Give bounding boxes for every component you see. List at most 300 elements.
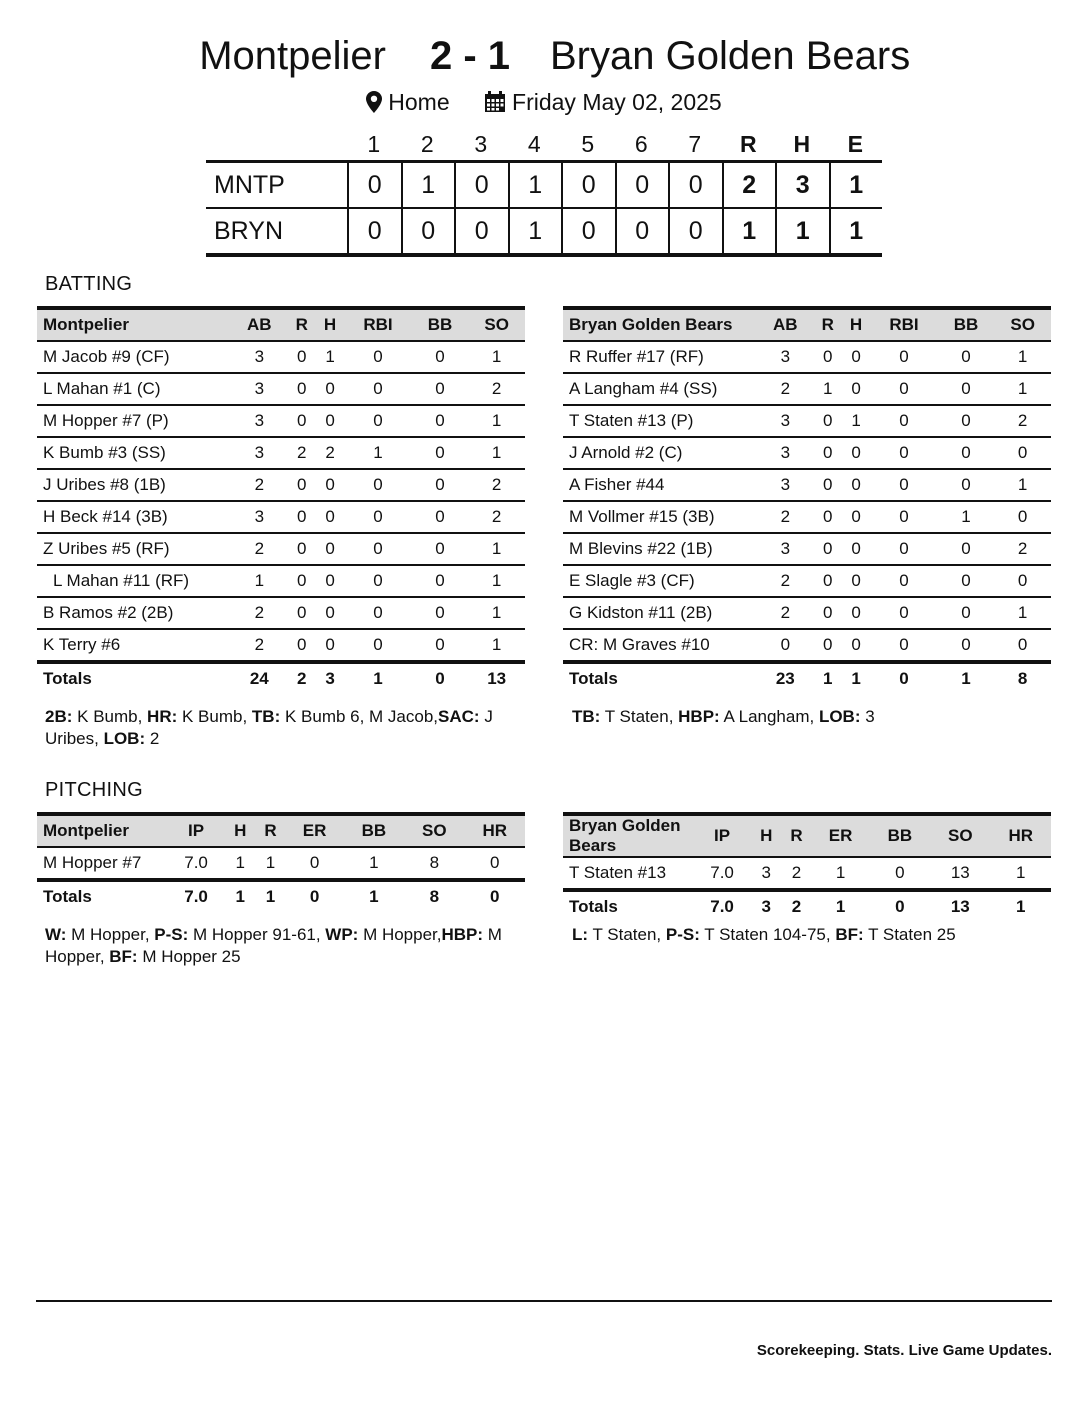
note-key: HBP:: [678, 707, 720, 726]
hits-total: 3: [775, 163, 829, 207]
total-cell: 1: [255, 880, 285, 912]
note-key: P-S:: [154, 925, 189, 944]
stat-cell: 0: [316, 373, 344, 405]
stat-cell: 0: [938, 437, 995, 469]
stat-cell: 1: [991, 857, 1051, 890]
table-row: [563, 373, 1051, 405]
stat-cell: 0: [842, 565, 870, 597]
divider: [206, 254, 882, 257]
stat-cell: 0: [938, 373, 995, 405]
stat-cell: 3: [231, 501, 288, 533]
column-header: IP: [167, 814, 225, 847]
table-row: [37, 373, 525, 405]
batting-notes-away: [45, 706, 515, 750]
stat-cell: 3: [757, 469, 814, 501]
player-name: A Langham #4 (SS): [563, 373, 757, 405]
stat-cell: 0: [412, 533, 469, 565]
stat-cell: 0: [412, 437, 469, 469]
team-abbrev: BRYN: [214, 216, 284, 245]
stat-cell: 0: [994, 501, 1051, 533]
note-value: K Bumb,: [72, 707, 148, 726]
stat-cell: 0: [814, 629, 842, 662]
stat-cell: 0: [814, 437, 842, 469]
table-row: [563, 857, 1051, 890]
note-value: J Uribes,: [45, 707, 493, 748]
column-header: HR: [991, 814, 1051, 857]
table-team-header: Bryan Golden Bears: [563, 308, 757, 341]
stat-cell: 1: [994, 341, 1051, 373]
player-name: T Staten #13 (P): [563, 405, 757, 437]
total-cell: 1: [344, 662, 412, 694]
away-team-name: Montpelier: [199, 34, 386, 78]
stat-cell: 0: [938, 341, 995, 373]
inning-label: 2: [420, 130, 434, 157]
note-value: M Hopper 91-61,: [188, 925, 326, 944]
hits-total: 1: [775, 209, 829, 253]
footer-divider: [36, 1300, 1052, 1302]
stat-cell: 0: [412, 597, 469, 629]
date-text: Friday May 02, 2025: [512, 89, 722, 115]
column-header: HR: [465, 814, 525, 847]
stat-cell: 0: [344, 405, 412, 437]
home-team-name: Bryan Golden Bears: [550, 34, 911, 78]
pitching-notes-away: [45, 924, 515, 968]
inning-score: 1: [508, 163, 562, 207]
total-cell: 0: [465, 880, 525, 912]
inning-score: 0: [347, 163, 401, 207]
errors-total: 1: [829, 209, 883, 253]
stat-cell: 1: [225, 847, 255, 880]
column-header: SO: [994, 308, 1051, 341]
stat-cell: 0: [938, 469, 995, 501]
player-name: K Bumb #3 (SS): [37, 437, 231, 469]
stat-cell: 1: [344, 437, 412, 469]
column-header: H: [751, 814, 781, 857]
column-header: AB: [231, 308, 288, 341]
inning-score: 0: [347, 209, 401, 253]
pitching-table-home: [563, 812, 1051, 922]
stat-cell: 0: [412, 405, 469, 437]
stat-cell: 0: [870, 373, 938, 405]
errors-total: 1: [829, 163, 883, 207]
total-cell: 2: [288, 662, 316, 694]
stat-cell: 0: [288, 629, 316, 662]
table-team-header: Montpelier: [37, 308, 231, 341]
column-header: R: [288, 308, 316, 341]
stat-cell: 2: [231, 597, 288, 629]
stat-cell: 0: [842, 373, 870, 405]
stat-cell: 0: [288, 597, 316, 629]
stat-cell: 2: [316, 437, 344, 469]
column-header: R: [781, 814, 811, 857]
note-key: WP:: [325, 925, 359, 944]
stat-cell: 3: [757, 405, 814, 437]
stat-cell: 0: [870, 533, 938, 565]
note-key: BF:: [109, 947, 138, 966]
stat-cell: 0: [316, 405, 344, 437]
date-chip: [484, 86, 722, 118]
player-name: B Ramos #2 (2B): [37, 597, 231, 629]
column-header: BB: [344, 814, 404, 847]
inning-score: 0: [561, 209, 615, 253]
column-header: ER: [812, 814, 870, 857]
stat-cell: 3: [757, 437, 814, 469]
stat-cell: 1: [468, 341, 525, 373]
inning-score: 0: [615, 163, 669, 207]
stat-cell: 0: [842, 597, 870, 629]
totals-row: [37, 662, 525, 694]
batting-table-home: [563, 306, 1051, 694]
stat-cell: 0: [994, 565, 1051, 597]
note-value: T Staten,: [588, 925, 666, 944]
note-key: SAC:: [438, 707, 480, 726]
stat-cell: 0: [938, 405, 995, 437]
inning-score: 0: [454, 163, 508, 207]
table-row: [563, 437, 1051, 469]
column-header: SO: [468, 308, 525, 341]
total-cell: 1: [344, 880, 404, 912]
stat-cell: 2: [468, 469, 525, 501]
stat-cell: 0: [994, 629, 1051, 662]
batting-section-title: BATTING: [45, 273, 133, 295]
stat-cell: 0: [465, 847, 525, 880]
inning-label: 3: [474, 130, 488, 157]
stat-cell: 0: [870, 629, 938, 662]
player-name: T Staten #13: [563, 857, 693, 890]
player-name: M Hopper #7: [37, 847, 167, 880]
stat-cell: 0: [344, 469, 412, 501]
player-name: E Slagle #3 (CF): [563, 565, 757, 597]
note-key: LOB:: [103, 729, 146, 748]
stat-cell: 0: [842, 533, 870, 565]
note-key: LOB:: [818, 707, 861, 726]
total-cell: 7.0: [693, 890, 751, 922]
total-cell: 2: [781, 890, 811, 922]
stat-cell: 1: [468, 597, 525, 629]
column-header: SO: [930, 814, 990, 857]
column-header: R: [255, 814, 285, 847]
batting-notes-home: [572, 706, 1042, 728]
stat-cell: 0: [344, 597, 412, 629]
stat-cell: 0: [344, 373, 412, 405]
note-key: 2B:: [45, 707, 73, 726]
stat-cell: 1: [231, 565, 288, 597]
table-row: [37, 533, 525, 565]
stat-cell: 3: [757, 341, 814, 373]
stat-cell: 0: [286, 847, 344, 880]
note-value: M Hopper,: [45, 925, 502, 966]
total-cell: 0: [870, 662, 938, 694]
stat-cell: 3: [751, 857, 781, 890]
player-name: R Ruffer #17 (RF): [563, 341, 757, 373]
table-team-header: Bryan Golden Bears: [563, 814, 693, 857]
column-header: RBI: [344, 308, 412, 341]
stat-cell: 0: [316, 629, 344, 662]
player-name: K Terry #6: [37, 629, 231, 662]
stat-cell: 2: [757, 501, 814, 533]
stat-cell: 1: [468, 405, 525, 437]
table-row: [563, 341, 1051, 373]
stat-cell: 1: [468, 437, 525, 469]
total-cell: 8: [994, 662, 1051, 694]
total-cell: 1: [991, 890, 1051, 922]
inning-score: 0: [615, 209, 669, 253]
table-row: [563, 629, 1051, 662]
table-row: [37, 629, 525, 662]
pitching-section-title: PITCHING: [45, 779, 143, 801]
total-cell: 3: [316, 662, 344, 694]
stat-cell: 0: [814, 469, 842, 501]
player-name: M Blevins #22 (1B): [563, 533, 757, 565]
totals-label: Totals: [37, 662, 231, 694]
note-value: T Staten,: [600, 707, 679, 726]
table-row: [37, 565, 525, 597]
stat-cell: 2: [468, 373, 525, 405]
note-value: T Staten 104-75,: [699, 925, 836, 944]
location-chip: [366, 86, 449, 118]
column-header: IP: [693, 814, 751, 857]
stat-cell: 0: [316, 533, 344, 565]
stat-cell: 3: [231, 373, 288, 405]
note-key: L:: [572, 925, 589, 944]
totals-label: Totals: [37, 880, 167, 912]
note-value: M Hopper,: [66, 925, 155, 944]
table-row: [563, 405, 1051, 437]
table-row: [37, 405, 525, 437]
player-name: A Fisher #44: [563, 469, 757, 501]
table-row: [37, 847, 525, 880]
total-cell: 1: [938, 662, 995, 694]
stat-cell: 0: [842, 501, 870, 533]
total-cell: 3: [751, 890, 781, 922]
table-row: [37, 437, 525, 469]
total-cell: 23: [757, 662, 814, 694]
stat-cell: 1: [994, 373, 1051, 405]
batting-table-away: [37, 306, 525, 694]
note-value: 2: [145, 729, 160, 748]
stat-cell: 2: [231, 629, 288, 662]
stat-cell: 1: [468, 629, 525, 662]
table-row: [37, 469, 525, 501]
note-key: BF:: [835, 925, 864, 944]
player-name: J Uribes #8 (1B): [37, 469, 231, 501]
total-cell: 13: [468, 662, 525, 694]
errors-label: E: [847, 130, 863, 157]
total-cell: 1: [814, 662, 842, 694]
totals-label: Totals: [563, 890, 693, 922]
player-name: L Mahan #11 (RF): [37, 565, 231, 597]
final-score: 2 - 1: [430, 34, 511, 78]
game-info: [0, 86, 1088, 118]
note-key: TB:: [572, 707, 601, 726]
note-value: M Hopper 25: [137, 947, 241, 966]
stat-cell: 0: [412, 629, 469, 662]
stat-cell: 1: [468, 565, 525, 597]
stat-cell: 0: [412, 341, 469, 373]
totals-row: [563, 662, 1051, 694]
stat-cell: 0: [288, 565, 316, 597]
location-text: Home: [388, 89, 450, 115]
note-key: P-S:: [665, 925, 700, 944]
stat-cell: 1: [938, 501, 995, 533]
column-header: BB: [938, 308, 995, 341]
player-name: CR: M Graves #10: [563, 629, 757, 662]
stat-cell: 13: [930, 857, 990, 890]
player-name: G Kidston #11 (2B): [563, 597, 757, 629]
total-cell: 0: [286, 880, 344, 912]
stat-cell: 1: [842, 405, 870, 437]
note-key: HR:: [147, 707, 178, 726]
stat-cell: 0: [757, 629, 814, 662]
calendar-icon: [484, 91, 506, 113]
inning-score: 1: [401, 163, 455, 207]
player-name: L Mahan #1 (C): [37, 373, 231, 405]
stat-cell: 0: [938, 533, 995, 565]
stat-cell: 7.0: [167, 847, 225, 880]
note-value: K Bumb,: [177, 707, 252, 726]
stat-cell: 2: [757, 597, 814, 629]
runs-label: R: [739, 130, 757, 157]
stat-cell: 0: [814, 533, 842, 565]
stat-cell: 0: [288, 469, 316, 501]
stat-cell: 0: [344, 341, 412, 373]
column-header: SO: [404, 814, 464, 847]
note-key: HBP:: [441, 925, 484, 944]
inning-score: 0: [668, 163, 722, 207]
stat-cell: 7.0: [693, 857, 751, 890]
stat-cell: 0: [842, 469, 870, 501]
total-cell: 1: [842, 662, 870, 694]
total-cell: 8: [404, 880, 464, 912]
stat-cell: 0: [288, 533, 316, 565]
stat-cell: 0: [870, 565, 938, 597]
stat-cell: 1: [814, 373, 842, 405]
line-score: [206, 128, 882, 257]
stat-cell: 0: [814, 341, 842, 373]
stat-cell: 2: [781, 857, 811, 890]
total-cell: 24: [231, 662, 288, 694]
stat-cell: 0: [842, 629, 870, 662]
stat-cell: 0: [994, 437, 1051, 469]
column-header: H: [842, 308, 870, 341]
inning-score: 0: [401, 209, 455, 253]
inning-score: 0: [454, 209, 508, 253]
stat-cell: 0: [344, 533, 412, 565]
totals-label: Totals: [563, 662, 757, 694]
player-name: M Hopper #7 (P): [37, 405, 231, 437]
inning-label: 4: [527, 130, 541, 157]
totals-row: [563, 890, 1051, 922]
stat-cell: 0: [870, 437, 938, 469]
stat-cell: 0: [316, 565, 344, 597]
table-row: [563, 597, 1051, 629]
pitching-notes-home: [572, 924, 1042, 946]
player-name: M Vollmer #15 (3B): [563, 501, 757, 533]
total-cell: 7.0: [167, 880, 225, 912]
player-name: Z Uribes #5 (RF): [37, 533, 231, 565]
stat-cell: 2: [288, 437, 316, 469]
stat-cell: 2: [468, 501, 525, 533]
inning-label: 5: [581, 130, 595, 157]
line-score-row-away: [206, 163, 882, 209]
inning-score: 0: [561, 163, 615, 207]
stat-cell: 0: [842, 341, 870, 373]
pitching-table-away: [37, 812, 525, 912]
stat-cell: 0: [870, 341, 938, 373]
table-row: [37, 341, 525, 373]
runs-total: 2: [722, 163, 776, 207]
team-abbrev: MNTP: [214, 170, 285, 199]
table-team-header: Montpelier: [37, 814, 167, 847]
player-name: J Arnold #2 (C): [563, 437, 757, 469]
stat-cell: 0: [412, 373, 469, 405]
stat-cell: 0: [316, 501, 344, 533]
stat-cell: 0: [842, 437, 870, 469]
hits-label: H: [793, 130, 811, 157]
stat-cell: 2: [231, 469, 288, 501]
table-row: [563, 501, 1051, 533]
table-row: [563, 469, 1051, 501]
column-header: BB: [412, 308, 469, 341]
column-header: BB: [870, 814, 930, 857]
table-row: [563, 533, 1051, 565]
note-key: W:: [45, 925, 67, 944]
stat-cell: 2: [757, 373, 814, 405]
inning-label: 7: [688, 130, 702, 157]
stat-cell: 0: [938, 565, 995, 597]
stat-cell: 3: [231, 341, 288, 373]
stat-cell: 0: [870, 501, 938, 533]
stat-cell: 3: [757, 533, 814, 565]
stat-cell: 0: [288, 373, 316, 405]
inning-score: 1: [508, 209, 562, 253]
column-header: H: [225, 814, 255, 847]
stat-cell: 1: [994, 597, 1051, 629]
note-value: K Bumb 6, M Jacob,: [280, 707, 439, 726]
totals-row: [37, 880, 525, 912]
stat-cell: 0: [814, 405, 842, 437]
total-cell: 1: [225, 880, 255, 912]
player-name: M Jacob #9 (CF): [37, 341, 231, 373]
footer-tagline: Scorekeeping. Stats. Live Game Updates.: [756, 1342, 1052, 1359]
total-cell: 0: [412, 662, 469, 694]
map-pin-icon: [366, 91, 382, 113]
note-value: T Staten 25: [863, 925, 956, 944]
stat-cell: 2: [994, 405, 1051, 437]
runs-total: 1: [722, 209, 776, 253]
stat-cell: 0: [870, 469, 938, 501]
stat-cell: 0: [412, 565, 469, 597]
stat-cell: 0: [814, 501, 842, 533]
stat-cell: 8: [404, 847, 464, 880]
inning-label: 6: [634, 130, 648, 157]
column-header: ER: [286, 814, 344, 847]
stat-cell: 0: [288, 501, 316, 533]
stat-cell: 3: [231, 437, 288, 469]
stat-cell: 0: [316, 597, 344, 629]
stat-cell: 0: [288, 405, 316, 437]
stat-cell: 1: [468, 533, 525, 565]
stat-cell: 1: [812, 857, 870, 890]
column-header: RBI: [870, 308, 938, 341]
stat-cell: 1: [316, 341, 344, 373]
stat-cell: 0: [344, 501, 412, 533]
inning-label: 1: [367, 130, 381, 157]
stat-cell: 0: [344, 565, 412, 597]
column-header: H: [316, 308, 344, 341]
note-value: A Langham,: [719, 707, 819, 726]
stat-cell: 0: [412, 469, 469, 501]
